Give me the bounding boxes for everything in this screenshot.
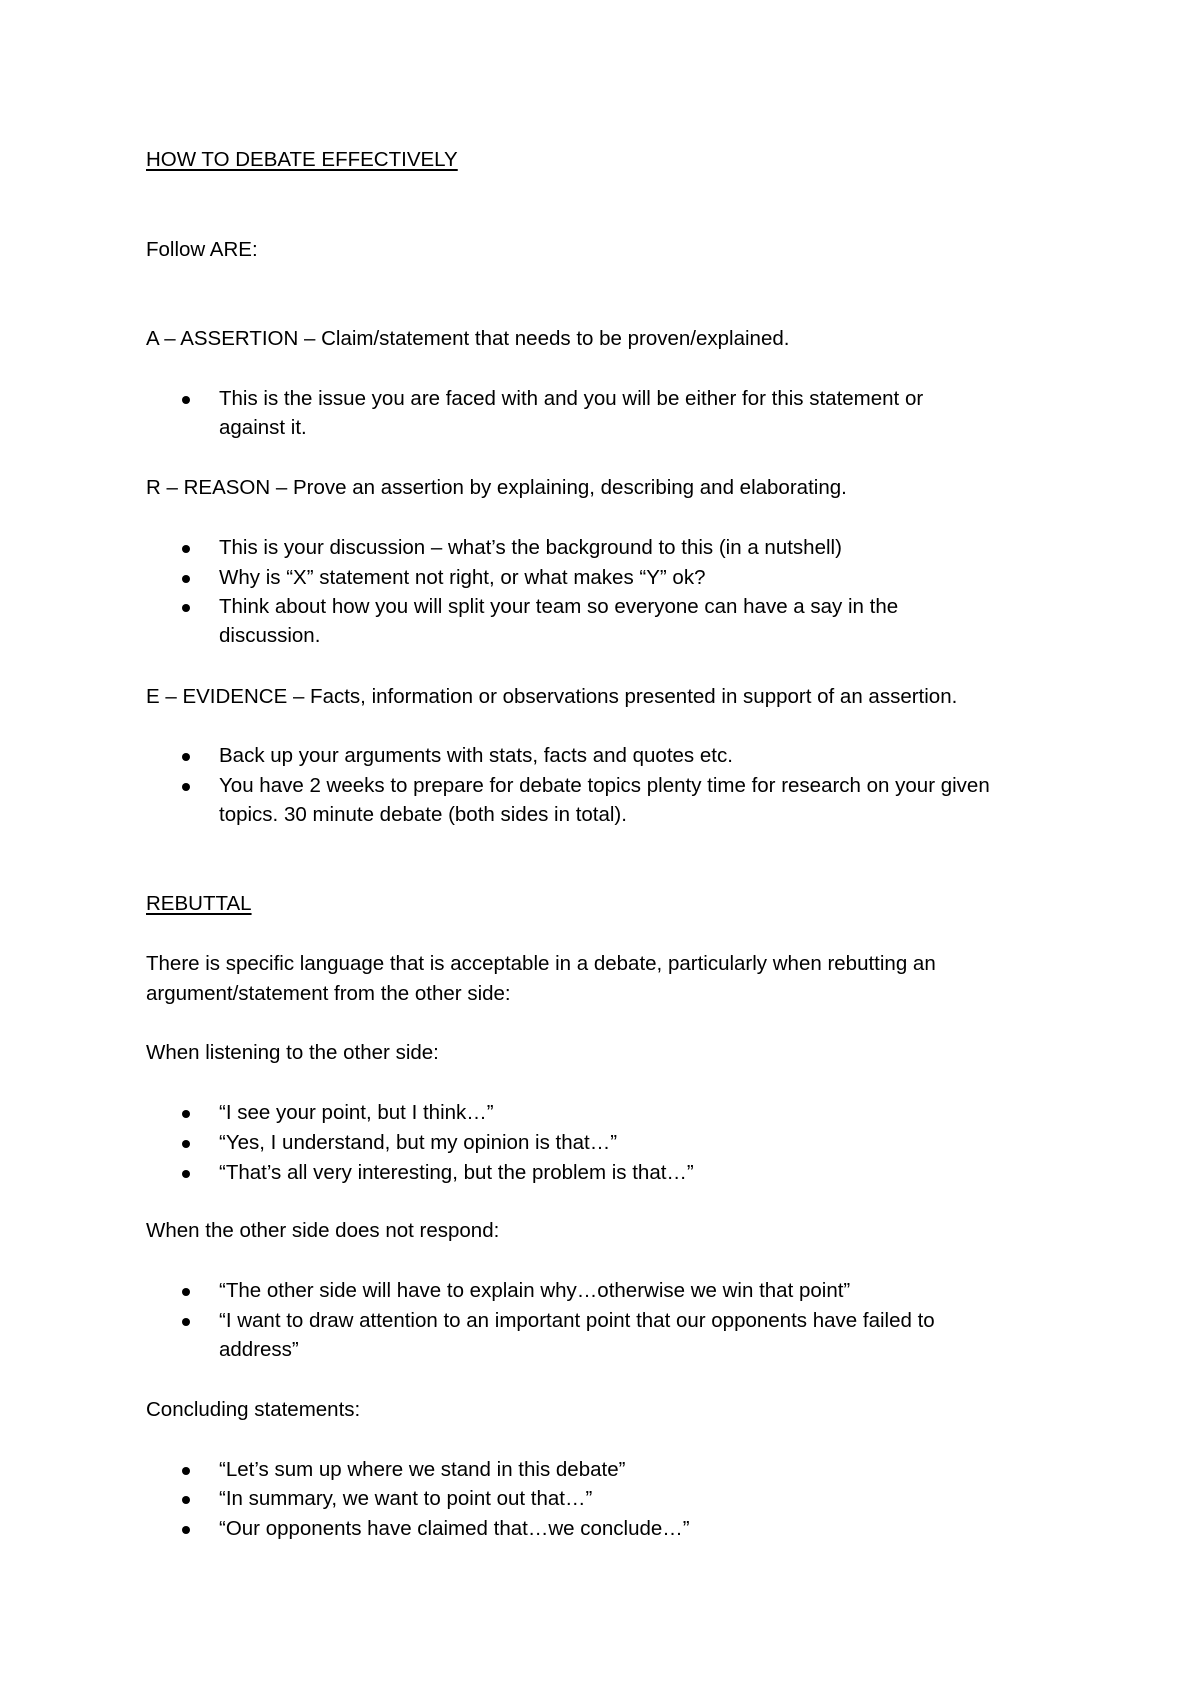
- assertion-bullet-1-line-1: This is the issue you are faced with and you will be either for this statement or: [219, 387, 924, 410]
- listening-heading: When listening to the other side:: [146, 1041, 439, 1064]
- no-response-bullet-2-line-1: “I want to draw attention to an important point that our opponents have failed to: [219, 1309, 935, 1332]
- bullet-icon: [182, 1496, 190, 1504]
- bullet-icon: [182, 575, 190, 583]
- intro-text: Follow ARE:: [146, 238, 258, 261]
- concluding-bullet-2: “In summary, we want to point out that…”: [219, 1487, 593, 1510]
- bullet-icon: [182, 545, 190, 553]
- rebuttal-title: REBUTTAL: [146, 892, 252, 915]
- bullet-icon: [182, 1318, 190, 1326]
- listening-bullet-3: “That’s all very interesting, but the problem is that…”: [219, 1161, 694, 1184]
- evidence-heading: E – EVIDENCE – Facts, information or observations presented in support of an assertion.: [146, 685, 958, 708]
- rebuttal-intro-line-2: argument/statement from the other side:: [146, 982, 511, 1005]
- reason-bullet-3-line-1: Think about how you will split your team so everyone can have a say in the: [219, 595, 899, 618]
- rebuttal-intro-line-1: There is specific language that is acceptable in a debate, particularly when rebutting an: [146, 952, 936, 975]
- bullet-icon: [182, 1110, 190, 1118]
- bullet-icon: [182, 1288, 190, 1296]
- concluding-bullet-3: “Our opponents have claimed that…we conclude…”: [219, 1517, 690, 1540]
- bullet-icon: [182, 604, 190, 612]
- evidence-bullet-2-line-2: topics. 30 minute debate (both sides in total).: [219, 803, 627, 826]
- reason-bullet-1: This is your discussion – what’s the background to this (in a nutshell): [219, 536, 842, 559]
- reason-bullet-3-line-2: discussion.: [219, 624, 321, 647]
- listening-bullet-1: “I see your point, but I think…”: [219, 1101, 494, 1124]
- evidence-bullet-1: Back up your arguments with stats, facts and quotes etc.: [219, 744, 733, 767]
- assertion-heading: A – ASSERTION – Claim/statement that needs to be proven/explained.: [146, 327, 790, 350]
- reason-heading: R – REASON – Prove an assertion by explaining, describing and elaborating.: [146, 476, 847, 499]
- bullet-icon: [182, 1467, 190, 1475]
- evidence-bullet-2-line-1: You have 2 weeks to prepare for debate topics plenty time for research on your given: [219, 774, 990, 797]
- bullet-icon: [182, 1140, 190, 1148]
- listening-bullet-2: “Yes, I understand, but my opinion is that…”: [219, 1131, 618, 1154]
- assertion-bullet-1-line-2: against it.: [219, 416, 307, 439]
- bullet-icon: [182, 396, 190, 404]
- bullet-icon: [182, 1170, 190, 1178]
- no-response-bullet-2-line-2: address”: [219, 1338, 299, 1361]
- concluding-bullet-1: “Let’s sum up where we stand in this debate”: [219, 1458, 626, 1481]
- bullet-icon: [182, 1526, 190, 1534]
- page-title: HOW TO DEBATE EFFECTIVELY: [146, 148, 458, 171]
- bullet-icon: [182, 783, 190, 791]
- bullet-icon: [182, 753, 190, 761]
- reason-bullet-2: Why is “X” statement not right, or what makes “Y” ok?: [219, 566, 706, 589]
- no-response-bullet-1: “The other side will have to explain why…otherwise we win that point”: [219, 1279, 851, 1302]
- concluding-heading: Concluding statements:: [146, 1398, 361, 1421]
- no-response-heading: When the other side does not respond:: [146, 1219, 500, 1242]
